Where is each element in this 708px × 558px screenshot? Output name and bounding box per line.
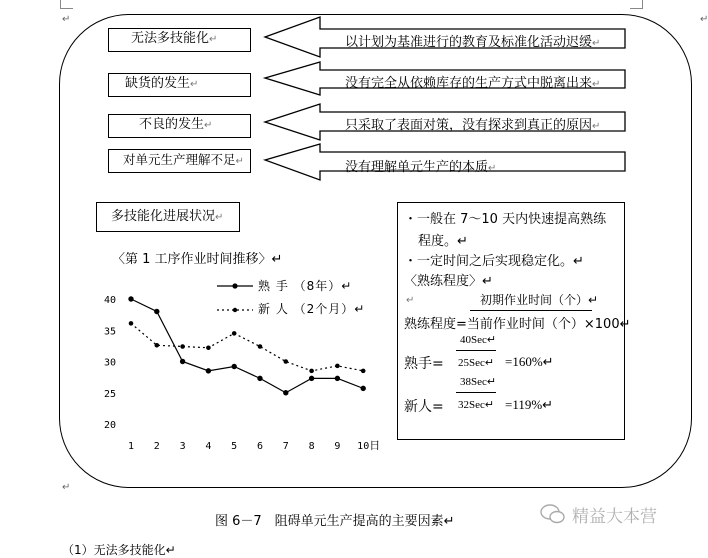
novice-denominator: 32Sec↵ <box>458 399 495 411</box>
expert-result: =160%↵ <box>505 354 554 369</box>
x-tick-label: 4 <box>205 441 212 452</box>
data-point-experienced <box>309 376 314 381</box>
formula-numerator: 初期作业时间（个）↵ <box>480 293 599 307</box>
y-tick-label: 30 <box>104 357 117 369</box>
data-point-novice <box>361 369 366 374</box>
novice-result: =119%↵ <box>505 397 554 412</box>
x-tick-label: 7 <box>282 441 289 452</box>
data-point-novice <box>232 331 237 336</box>
y-tick-label: 25 <box>104 388 117 400</box>
data-point-experienced <box>206 368 211 373</box>
x-axis-label: 日 <box>369 439 381 452</box>
cause-box-understanding <box>108 149 251 173</box>
paragraph-mark: ↵ <box>215 212 224 223</box>
x-tick-label: 3 <box>179 441 186 452</box>
paragraph-mark: ↵ <box>190 79 199 90</box>
series-line-experienced <box>131 299 366 393</box>
data-point-novice <box>309 369 314 374</box>
data-point-experienced <box>232 364 237 369</box>
paragraph-mark: ↵ <box>62 482 71 493</box>
note-line: 程度。↵ <box>418 234 468 249</box>
data-point-experienced <box>335 376 340 381</box>
reason-text: 以计划为基准进行的教育及标准化活动迟缓↵ <box>345 35 601 50</box>
data-point-novice <box>155 343 160 348</box>
cause-label: 不良的发生 <box>139 117 205 132</box>
data-point-novice <box>284 359 289 364</box>
novice-numerator: 38Sec↵ <box>460 376 497 388</box>
paragraph-mark: ↵ <box>406 295 415 306</box>
cause-label: 缺货的发生 <box>125 76 191 91</box>
chart-title: 〈第 1 工序作业时间推移〉↵ <box>112 252 283 267</box>
expert-denominator: 25Sec↵ <box>458 357 495 369</box>
cause-label: 对单元生产理解不足 <box>123 152 236 167</box>
data-point-novice <box>258 344 263 349</box>
data-point-novice <box>129 321 134 326</box>
cause-box-defect <box>108 114 251 138</box>
x-tick-label: 5 <box>231 441 238 452</box>
x-tick-label: 8 <box>308 441 315 452</box>
progress-title: 多技能化进展状况 <box>111 209 216 224</box>
fraction-bar <box>456 350 496 351</box>
data-point-experienced <box>180 359 185 364</box>
note-line: ・一般在 7～10 天内快速提高熟练 <box>404 212 607 227</box>
data-point-novice <box>335 364 340 369</box>
figure-caption: 图 6－7 阻碍单元生产提高的主要因素↵ <box>215 514 455 529</box>
reason-text: 只采取了表面对策，没有探求到真正的原因↵ <box>345 118 601 133</box>
x-tick-label: 9 <box>334 441 341 452</box>
y-tick-label: 40 <box>104 295 117 306</box>
data-point-novice <box>206 345 211 350</box>
x-tick-label: 1 <box>127 441 135 452</box>
data-point-experienced <box>257 376 262 381</box>
cause-box-stockout <box>108 73 251 97</box>
progress-title-box <box>96 202 240 232</box>
data-point-experienced <box>154 309 159 314</box>
legend-novice: 新 人 （2个月）↵ <box>258 302 366 316</box>
cause-label: 无法多技能化 <box>131 31 210 46</box>
expert-numerator: 40Sec↵ <box>460 334 497 346</box>
reason-text: 没有理解单元生产的本质↵ <box>345 160 497 175</box>
y-tick-label: 20 <box>104 420 117 431</box>
cause-box-no-multiskill <box>108 28 251 52</box>
data-point-experienced <box>361 386 366 391</box>
paragraph-mark: ↵ <box>235 156 244 167</box>
y-tick-label: 35 <box>104 326 117 338</box>
proficiency-heading: 〈熟练程度〉↵ <box>404 274 493 289</box>
fraction-bar <box>456 392 496 393</box>
data-point-experienced <box>283 390 288 395</box>
series-line-novice <box>131 323 363 371</box>
paragraph-mark: ↵ <box>700 14 708 25</box>
reason-text: 没有完全从依赖库存的生产方式中脱离出来↵ <box>345 76 601 91</box>
watermark-text: 精益大本营 <box>572 507 657 527</box>
wechat-icon <box>540 503 566 525</box>
x-tick-label: 10 <box>357 441 370 452</box>
section-heading: （1）无法多技能化↵ <box>62 543 176 557</box>
note-line: ・一定时间之后实现稳定化。↵ <box>404 254 584 269</box>
paragraph-mark: ↵ <box>62 14 71 25</box>
x-tick-label: 6 <box>256 441 264 452</box>
x-tick-label: 2 <box>153 441 160 452</box>
data-point-novice <box>180 344 185 349</box>
expert-label: 熟手= <box>404 356 444 372</box>
fraction-bar <box>470 310 592 311</box>
paragraph-mark: ↵ <box>204 120 213 131</box>
novice-label: 新人= <box>404 399 444 415</box>
paragraph-mark: ↵ <box>209 34 218 45</box>
line-chart <box>100 285 400 455</box>
data-point-experienced <box>128 296 133 301</box>
legend-experienced: 熟 手 （8年）↵ <box>258 279 353 293</box>
formula-main: 熟练程度=当前作业时间（个）×100↵ <box>404 317 631 332</box>
